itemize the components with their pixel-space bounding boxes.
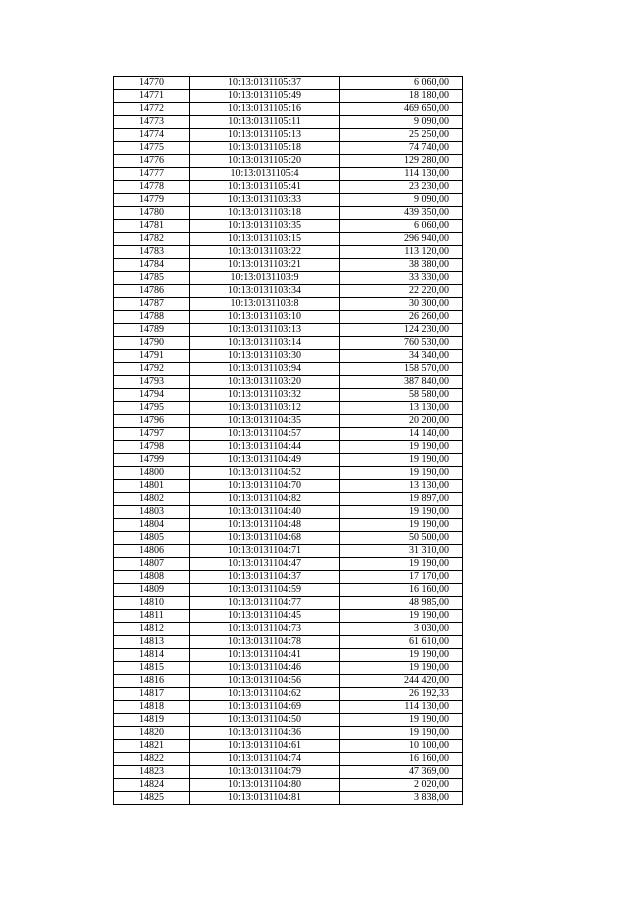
table-row (114, 376, 463, 389)
row-number-cell: 14818 (114, 701, 190, 714)
amount-cell: 26 260,00 (340, 311, 463, 324)
cadastral-number-cell: 10:13:0131103:22 (190, 246, 340, 259)
amount-cell: 9 090,00 (340, 194, 463, 207)
cadastral-number-cell: 10:13:0131104:45 (190, 610, 340, 623)
cadastral-number-cell: 10:13:0131105:13 (190, 129, 340, 142)
table-row (114, 311, 463, 324)
amount-cell: 439 350,00 (340, 207, 463, 220)
amount-cell: 18 180,00 (340, 90, 463, 103)
row-number-cell: 14795 (114, 402, 190, 415)
cadastral-number-cell: 10:13:0131105:20 (190, 155, 340, 168)
row-number-cell: 14781 (114, 220, 190, 233)
row-number-cell: 14777 (114, 168, 190, 181)
row-number-cell: 14793 (114, 376, 190, 389)
amount-cell: 23 230,00 (340, 181, 463, 194)
row-number-cell: 14825 (114, 792, 190, 805)
amount-cell: 19 190,00 (340, 649, 463, 662)
row-number-cell: 14797 (114, 428, 190, 441)
amount-cell: 114 130,00 (340, 701, 463, 714)
cadastral-number-cell: 10:13:0131104:57 (190, 428, 340, 441)
amount-cell: 19 190,00 (340, 519, 463, 532)
cadastral-number-cell: 10:13:0131104:44 (190, 441, 340, 454)
amount-cell: 9 090,00 (340, 116, 463, 129)
cadastral-number-cell: 10:13:0131104:62 (190, 688, 340, 701)
cadastral-number-cell: 10:13:0131105:41 (190, 181, 340, 194)
amount-cell: 47 369,00 (340, 766, 463, 779)
table-row (114, 506, 463, 519)
row-number-cell: 14775 (114, 142, 190, 155)
cadastral-number-cell: 10:13:0131103:10 (190, 311, 340, 324)
table-row (114, 649, 463, 662)
row-number-cell: 14789 (114, 324, 190, 337)
row-number-cell: 14776 (114, 155, 190, 168)
amount-cell: 17 170,00 (340, 571, 463, 584)
amount-cell: 19 190,00 (340, 441, 463, 454)
row-number-cell: 14804 (114, 519, 190, 532)
table-row (114, 779, 463, 792)
cadastral-number-cell: 10:13:0131103:9 (190, 272, 340, 285)
row-number-cell: 14806 (114, 545, 190, 558)
cadastral-number-cell: 10:13:0131103:33 (190, 194, 340, 207)
table-row (114, 337, 463, 350)
cadastral-number-cell: 10:13:0131104:52 (190, 467, 340, 480)
row-number-cell: 14770 (114, 77, 190, 90)
cadastral-number-cell: 10:13:0131104:61 (190, 740, 340, 753)
cadastral-number-cell: 10:13:0131104:41 (190, 649, 340, 662)
cadastral-number-cell: 10:13:0131104:59 (190, 584, 340, 597)
amount-cell: 19 190,00 (340, 662, 463, 675)
table-row (114, 77, 463, 90)
cadastral-number-cell: 10:13:0131103:30 (190, 350, 340, 363)
table-row (114, 675, 463, 688)
table-row (114, 597, 463, 610)
table-row (114, 558, 463, 571)
amount-cell: 244 420,00 (340, 675, 463, 688)
amount-cell: 19 190,00 (340, 506, 463, 519)
cadastral-number-cell: 10:13:0131104:79 (190, 766, 340, 779)
row-number-cell: 14803 (114, 506, 190, 519)
table-row (114, 584, 463, 597)
row-number-cell: 14823 (114, 766, 190, 779)
cadastral-number-cell: 10:13:0131104:47 (190, 558, 340, 571)
amount-cell: 3 030,00 (340, 623, 463, 636)
amount-cell: 296 940,00 (340, 233, 463, 246)
cadastral-number-cell: 10:13:0131104:68 (190, 532, 340, 545)
table-row (114, 402, 463, 415)
row-number-cell: 14772 (114, 103, 190, 116)
row-number-cell: 14808 (114, 571, 190, 584)
amount-cell: 14 140,00 (340, 428, 463, 441)
amount-cell: 38 380,00 (340, 259, 463, 272)
amount-cell: 58 580,00 (340, 389, 463, 402)
table-row (114, 298, 463, 311)
row-number-cell: 14805 (114, 532, 190, 545)
table-row (114, 714, 463, 727)
cadastral-number-cell: 10:13:0131105:11 (190, 116, 340, 129)
cadastral-number-cell: 10:13:0131104:37 (190, 571, 340, 584)
row-number-cell: 14782 (114, 233, 190, 246)
amount-cell: 129 280,00 (340, 155, 463, 168)
cadastral-number-cell: 10:13:0131103:32 (190, 389, 340, 402)
table-row (114, 155, 463, 168)
cadastral-number-cell: 10:13:0131104:73 (190, 623, 340, 636)
row-number-cell: 14822 (114, 753, 190, 766)
amount-cell: 19 190,00 (340, 454, 463, 467)
table-row (114, 428, 463, 441)
amount-cell: 114 130,00 (340, 168, 463, 181)
table-row (114, 766, 463, 779)
cadastral-number-cell: 10:13:0131104:74 (190, 753, 340, 766)
cadastral-number-cell: 10:13:0131104:49 (190, 454, 340, 467)
amount-cell: 387 840,00 (340, 376, 463, 389)
row-number-cell: 14813 (114, 636, 190, 649)
row-number-cell: 14807 (114, 558, 190, 571)
table-body (114, 77, 463, 805)
cadastral-number-cell: 10:13:0131103:15 (190, 233, 340, 246)
cadastral-number-cell: 10:13:0131103:35 (190, 220, 340, 233)
row-number-cell: 14771 (114, 90, 190, 103)
amount-cell: 10 100,00 (340, 740, 463, 753)
cadastral-number-cell: 10:13:0131104:56 (190, 675, 340, 688)
cadastral-number-cell: 10:13:0131105:4 (190, 168, 340, 181)
row-number-cell: 14790 (114, 337, 190, 350)
table-row (114, 90, 463, 103)
amount-cell: 19 897,00 (340, 493, 463, 506)
row-number-cell: 14785 (114, 272, 190, 285)
row-number-cell: 14802 (114, 493, 190, 506)
cadastral-number-cell: 10:13:0131105:49 (190, 90, 340, 103)
amount-cell: 124 230,00 (340, 324, 463, 337)
amount-cell: 113 120,00 (340, 246, 463, 259)
table-row (114, 467, 463, 480)
table-row (114, 519, 463, 532)
cadastral-number-cell: 10:13:0131103:94 (190, 363, 340, 376)
table-row (114, 324, 463, 337)
row-number-cell: 14812 (114, 623, 190, 636)
table-row (114, 350, 463, 363)
table-row (114, 181, 463, 194)
row-number-cell: 14796 (114, 415, 190, 428)
table-row (114, 454, 463, 467)
amount-cell: 48 985,00 (340, 597, 463, 610)
amount-cell: 22 220,00 (340, 285, 463, 298)
amount-cell: 26 192,33 (340, 688, 463, 701)
row-number-cell: 14791 (114, 350, 190, 363)
cadastral-number-cell: 10:13:0131103:8 (190, 298, 340, 311)
row-number-cell: 14817 (114, 688, 190, 701)
row-number-cell: 14798 (114, 441, 190, 454)
cadastral-number-cell: 10:13:0131104:69 (190, 701, 340, 714)
cadastral-number-cell: 10:13:0131104:71 (190, 545, 340, 558)
cadastral-number-cell: 10:13:0131104:70 (190, 480, 340, 493)
amount-cell: 16 160,00 (340, 584, 463, 597)
row-number-cell: 14774 (114, 129, 190, 142)
row-number-cell: 14809 (114, 584, 190, 597)
table-row (114, 142, 463, 155)
amount-cell: 31 310,00 (340, 545, 463, 558)
cadastral-number-cell: 10:13:0131104:35 (190, 415, 340, 428)
amount-cell: 6 060,00 (340, 77, 463, 90)
table-row (114, 740, 463, 753)
table-row (114, 415, 463, 428)
table-row (114, 272, 463, 285)
data-table (113, 76, 463, 805)
cadastral-number-cell: 10:13:0131103:14 (190, 337, 340, 350)
table-row (114, 389, 463, 402)
amount-cell: 19 190,00 (340, 727, 463, 740)
table-row (114, 701, 463, 714)
amount-cell: 760 530,00 (340, 337, 463, 350)
cadastral-number-cell: 10:13:0131105:37 (190, 77, 340, 90)
table-row (114, 220, 463, 233)
table-row (114, 116, 463, 129)
cadastral-number-cell: 10:13:0131103:13 (190, 324, 340, 337)
row-number-cell: 14788 (114, 311, 190, 324)
table-row (114, 727, 463, 740)
amount-cell: 19 190,00 (340, 558, 463, 571)
table-row (114, 636, 463, 649)
amount-cell: 2 020,00 (340, 779, 463, 792)
table-row (114, 168, 463, 181)
cadastral-number-cell: 10:13:0131104:81 (190, 792, 340, 805)
amount-cell: 13 130,00 (340, 402, 463, 415)
table-row (114, 753, 463, 766)
row-number-cell: 14787 (114, 298, 190, 311)
table-row (114, 246, 463, 259)
row-number-cell: 14786 (114, 285, 190, 298)
amount-cell: 3 838,00 (340, 792, 463, 805)
cadastral-number-cell: 10:13:0131103:34 (190, 285, 340, 298)
row-number-cell: 14811 (114, 610, 190, 623)
amount-cell: 158 570,00 (340, 363, 463, 376)
table-row (114, 103, 463, 116)
amount-cell: 50 500,00 (340, 532, 463, 545)
table-row (114, 441, 463, 454)
row-number-cell: 14819 (114, 714, 190, 727)
amount-cell: 19 190,00 (340, 714, 463, 727)
row-number-cell: 14794 (114, 389, 190, 402)
row-number-cell: 14800 (114, 467, 190, 480)
row-number-cell: 14799 (114, 454, 190, 467)
amount-cell: 34 340,00 (340, 350, 463, 363)
table-row (114, 207, 463, 220)
row-number-cell: 14810 (114, 597, 190, 610)
table-row (114, 571, 463, 584)
table-row (114, 493, 463, 506)
amount-cell: 20 200,00 (340, 415, 463, 428)
row-number-cell: 14779 (114, 194, 190, 207)
cadastral-number-cell: 10:13:0131105:18 (190, 142, 340, 155)
row-number-cell: 14783 (114, 246, 190, 259)
row-number-cell: 14814 (114, 649, 190, 662)
table-row (114, 662, 463, 675)
row-number-cell: 14778 (114, 181, 190, 194)
row-number-cell: 14792 (114, 363, 190, 376)
amount-cell: 13 130,00 (340, 480, 463, 493)
cadastral-number-cell: 10:13:0131103:18 (190, 207, 340, 220)
amount-cell: 25 250,00 (340, 129, 463, 142)
cadastral-number-cell: 10:13:0131103:21 (190, 259, 340, 272)
amount-cell: 6 060,00 (340, 220, 463, 233)
table-row (114, 285, 463, 298)
row-number-cell: 14821 (114, 740, 190, 753)
table-row (114, 623, 463, 636)
cadastral-number-cell: 10:13:0131104:77 (190, 597, 340, 610)
cadastral-number-cell: 10:13:0131105:16 (190, 103, 340, 116)
amount-cell: 16 160,00 (340, 753, 463, 766)
cadastral-number-cell: 10:13:0131104:48 (190, 519, 340, 532)
table-row (114, 545, 463, 558)
cadastral-number-cell: 10:13:0131104:50 (190, 714, 340, 727)
cadastral-number-cell: 10:13:0131104:36 (190, 727, 340, 740)
cadastral-number-cell: 10:13:0131104:46 (190, 662, 340, 675)
amount-cell: 19 190,00 (340, 467, 463, 480)
table-row (114, 480, 463, 493)
row-number-cell: 14801 (114, 480, 190, 493)
table-row (114, 610, 463, 623)
amount-cell: 33 330,00 (340, 272, 463, 285)
table-row (114, 129, 463, 142)
table-row (114, 792, 463, 805)
table-row (114, 688, 463, 701)
cadastral-number-cell: 10:13:0131104:78 (190, 636, 340, 649)
amount-cell: 30 300,00 (340, 298, 463, 311)
cadastral-number-cell: 10:13:0131104:80 (190, 779, 340, 792)
cadastral-number-cell: 10:13:0131103:20 (190, 376, 340, 389)
cadastral-number-cell: 10:13:0131103:12 (190, 402, 340, 415)
table-row (114, 363, 463, 376)
amount-cell: 469 650,00 (340, 103, 463, 116)
table-row (114, 259, 463, 272)
table-row (114, 233, 463, 246)
row-number-cell: 14780 (114, 207, 190, 220)
row-number-cell: 14773 (114, 116, 190, 129)
row-number-cell: 14816 (114, 675, 190, 688)
cadastral-number-cell: 10:13:0131104:82 (190, 493, 340, 506)
amount-cell: 74 740,00 (340, 142, 463, 155)
row-number-cell: 14820 (114, 727, 190, 740)
row-number-cell: 14784 (114, 259, 190, 272)
row-number-cell: 14824 (114, 779, 190, 792)
amount-cell: 61 610,00 (340, 636, 463, 649)
table-row (114, 194, 463, 207)
amount-cell: 19 190,00 (340, 610, 463, 623)
table-row (114, 532, 463, 545)
row-number-cell: 14815 (114, 662, 190, 675)
cadastral-number-cell: 10:13:0131104:40 (190, 506, 340, 519)
